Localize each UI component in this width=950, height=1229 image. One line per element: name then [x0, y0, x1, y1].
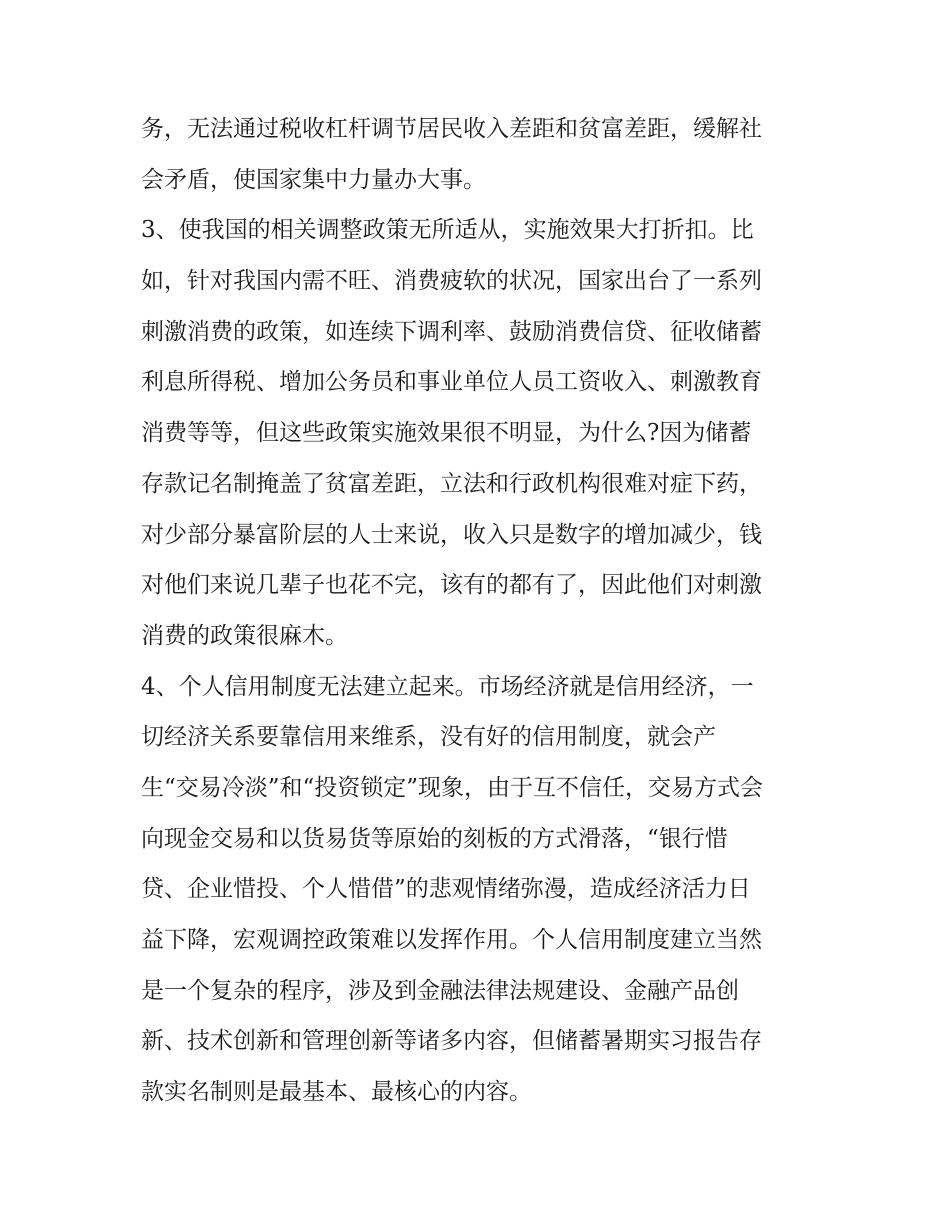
text-line: 是一个复杂的程序，涉及到金融法律法规建设、金融产品创: [141, 977, 739, 1004]
text-line: 3、使我国的相关调整政策无所适从，实施效果大打折扣。比: [141, 217, 754, 244]
text-line: 会矛盾，使国家集中力量办大事。: [141, 166, 486, 193]
text-line: 如，针对我国内需不旺、消费疲软的状况，国家出台了一系列: [141, 268, 762, 295]
text-line: 消费等等，但这些政策实施效果很不明显，为什么?因为储蓄: [141, 420, 752, 447]
text-line: 益下降，宏观调控政策难以发挥作用。个人信用制度建立当然: [141, 927, 762, 953]
text-line: 对少部分暴富阶层的人士来说，收入只是数字的增加减少，钱: [141, 521, 762, 548]
text-line: 消费的政策很麻木。: [141, 622, 348, 649]
text-line: 款实名制则是最基本、最核心的内容。: [141, 1079, 532, 1106]
text-line: 切经济关系要靠信用来维系，没有好的信用制度，就会产: [141, 724, 716, 751]
text-line: 务，无法通过税收杠杆调节居民收入差距和贫富差距，缓解社: [141, 116, 762, 142]
text-line: 刺激消费的政策，如连续下调利率、鼓励消费信贷、征收储蓄: [141, 318, 762, 345]
text-line: 4、个人信用制度无法建立起来。市场经济就是信用经济，一: [141, 673, 754, 700]
body-text: [141, 104, 821, 1118]
text-line: 利息所得税、增加公务员和事业单位人员工资收入、刺激教育: [141, 369, 762, 396]
text-line: 新、技术创新和管理创新等诸多内容，但储蓄暑期实习报告存: [141, 1028, 762, 1055]
text-line: 贷、企业惜投、个人惜借”的悲观情绪弥漫，造成经济活力日: [141, 876, 751, 903]
text-line: 生“交易冷淡”和“投资锁定”现象，由于互不信任，交易方式会: [141, 774, 764, 801]
text-line: 存款记名制掩盖了贫富差距，立法和行政机构很难对症下药，: [141, 470, 762, 497]
text-line: 对他们来说几辈子也花不完，该有的都有了，因此他们对刺激: [141, 572, 762, 599]
text-line: 向现金交易和以货易货等原始的刻板的方式滑落，“银行惜: [141, 825, 728, 852]
